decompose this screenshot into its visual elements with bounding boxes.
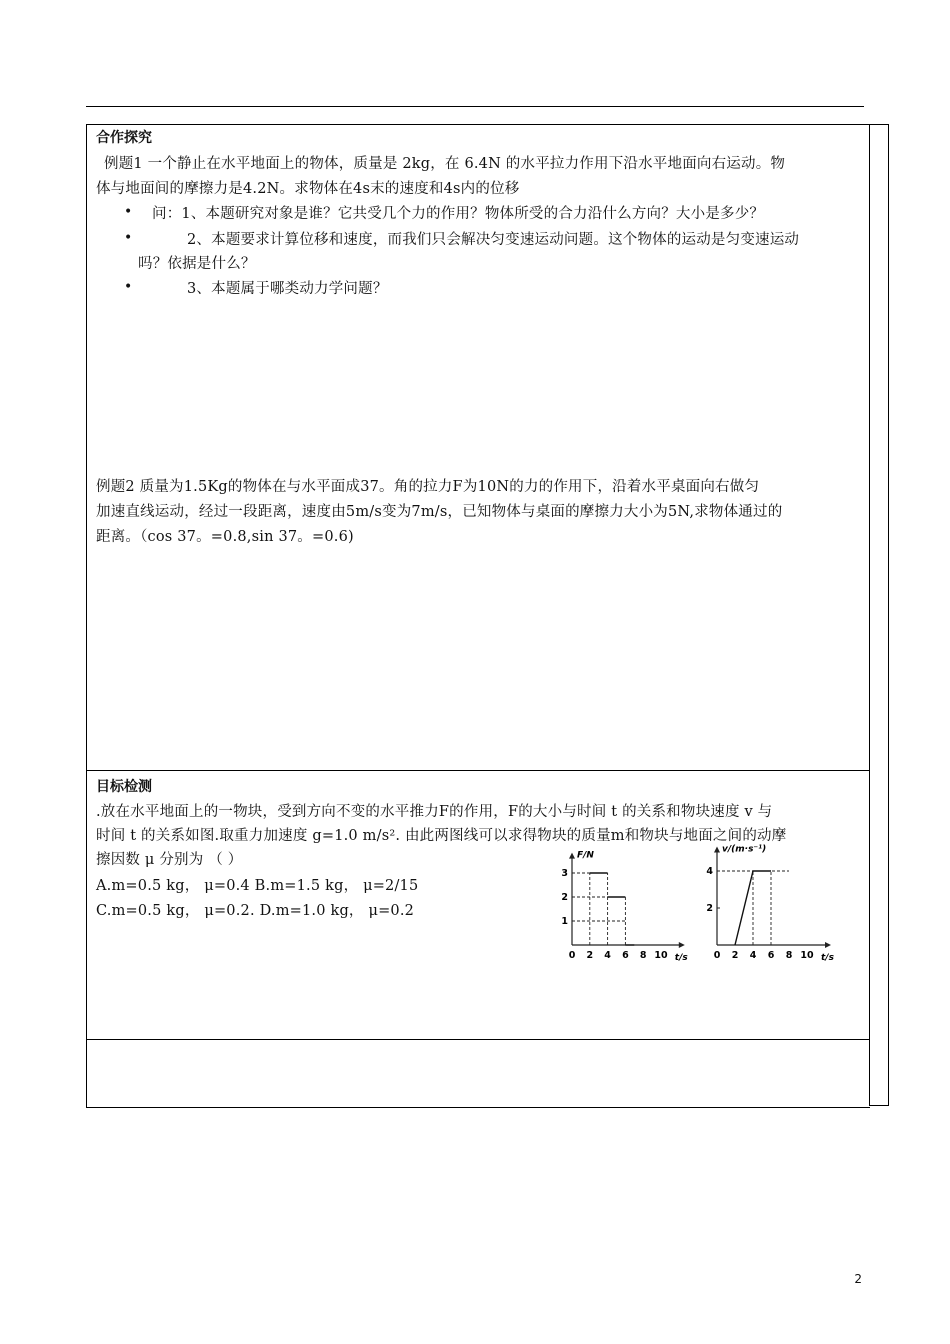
x-tick-label: 6	[622, 950, 629, 961]
row-divider-1	[86, 770, 869, 771]
example2-line1: 例题2 质量为1.5Kg的物体在与水平面成37。角的拉力F为10N的力的作用下，沿着水平桌面向右做匀	[96, 479, 760, 495]
x-tick-label: 6	[767, 950, 775, 961]
example2-line3: 距离。（cos 37。=0.8,sin 37。=0.6)	[96, 529, 354, 545]
x-axis-arrow	[679, 942, 685, 948]
table-side-column	[869, 124, 889, 1106]
example1-line2: 体与地面间的摩擦力是4.2N。求物体在4s末的速度和4s内的位移	[96, 181, 520, 197]
x-tick-label: 10	[800, 950, 814, 961]
x-tick-label: 2	[731, 950, 739, 961]
problem-line1: .放在水平地面上的一物块，受到方向不变的水平推力F的作用，F的大小与时间 t 的关系和物块速度 v 与	[96, 804, 773, 820]
question-2: 2、本题要求计算位移和速度，而我们只会解决匀变速运动问题。这个物体的运动是匀变速运动	[187, 232, 800, 248]
problem-line3: 擦因数 μ 分别为 （ ）	[96, 852, 243, 868]
bullet-marker: •	[124, 204, 133, 220]
page-number: 2	[854, 1272, 862, 1286]
y-tick-label: 3	[561, 868, 568, 879]
x-tick-label: 0	[713, 950, 721, 961]
options-row-1: A.m=0.5 kg， μ=0.4 B.m=1.5 kg， μ=2/15	[96, 878, 419, 894]
x-tick-label: 2	[586, 950, 594, 961]
section-heading-target-check: 目标检测	[96, 779, 152, 795]
header-rule	[86, 106, 864, 107]
x-tick-label: 4	[604, 950, 611, 961]
question-2-continuation: 吗？依据是什么？	[138, 256, 256, 272]
force-time-chart	[550, 840, 695, 965]
problem-line2: 时间 t 的关系如图.取重力加速度 g=1.0 m/s². 由此两图线可以求得物块的质量m和物块与地面之间的动摩	[96, 828, 787, 844]
example2-line2: 加速直线运动，经过一段距离，速度由5m/s变为7m/s，已知物体与桌面的摩擦力大小为5N,求物体通过的	[96, 504, 783, 520]
y-tick-label: 4	[706, 866, 713, 877]
x-tick-label: 4	[749, 950, 757, 961]
x-tick-label: 8	[639, 950, 647, 961]
row-divider-2	[86, 1039, 869, 1040]
question-3: 3、本题属于哪类动力学问题？	[187, 281, 388, 297]
x-axis-label: t/s	[674, 953, 688, 963]
y-axis-label: F/N	[577, 850, 594, 861]
bullet-marker: •	[124, 279, 133, 295]
x-tick-label: 10	[654, 950, 668, 961]
section-heading-cooperative: 合作探究	[96, 130, 152, 146]
bullet-marker: •	[124, 230, 133, 246]
options-row-2: C.m=0.5 kg， μ=0.2. D.m=1.0 kg， μ=0.2	[96, 903, 415, 919]
question-1: 问：1、本题研究对象是谁？它共受几个力的作用？物体所受的合力沿什么方向？大小是多少？	[152, 206, 765, 222]
x-axis-label: t/s	[821, 953, 834, 963]
x-tick-label: 0	[568, 950, 576, 961]
y-axis-arrow	[569, 853, 575, 859]
x-axis-arrow	[825, 942, 831, 948]
y-axis-label: v/(m·s⁻¹)	[722, 844, 767, 855]
y-axis-arrow	[714, 847, 720, 853]
x-tick-label: 8	[785, 950, 793, 961]
example1-line1: 例题1 一个静止在水平地面上的物体，质量是 2kg，在 6.4N 的水平拉力作用下沿水平地面向右运动。物	[104, 156, 786, 172]
y-tick-label: 2	[561, 892, 568, 903]
y-tick-label: 2	[706, 903, 713, 914]
velocity-time-chart	[695, 840, 845, 965]
y-tick-label: 1	[561, 916, 568, 927]
